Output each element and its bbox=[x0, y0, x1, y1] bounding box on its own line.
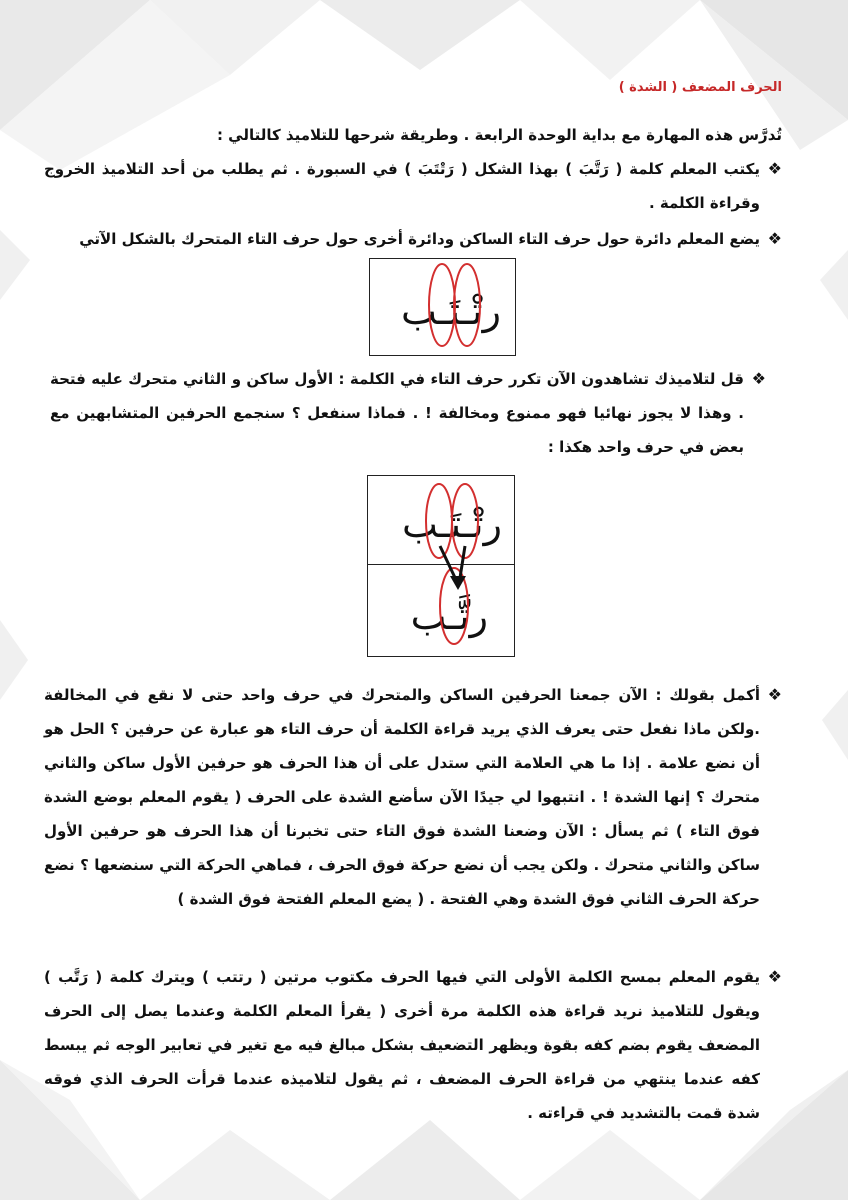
figure-word-circles bbox=[369, 258, 516, 356]
bullet-text-1: يكتب المعلم كلمة ( رَتَّبَ ) بهذا الشكل ( رَتْتَبَ ) في السبورة . ثم يطلب من أحد التلاميذ الخروج وقراءة الكلمة . bbox=[44, 160, 760, 212]
circle-mutaharrik-taa bbox=[429, 264, 455, 346]
merge-overlay bbox=[368, 476, 514, 656]
bullet-text-5: يقوم المعلم بمسح الكلمة الأولى التي فيها الحرف مكتوب مرتين ( رتتب ) ويترك كلمة ( رَتَّب ) ويقول للتلاميذ نريد قراءة هذه الكلمة مرة أخرى ( يقرأ المعلم الكلمة وعندما يصل إلى الحرف المضعف يقوم بضم كفه بقوة ويظهر التضعيف بشكل مبالغ فيه مع تغير في تعابير الوجه ثم يبسط كفه عندما ينتهي من قراءة الحرف المضعف ، ثم يقول لتلاميذه عندما قرأت الحرف الذي فوقه شدة قمت بالتشديد في قراءته . bbox=[44, 968, 760, 1122]
bullet-item-5 bbox=[44, 960, 782, 1130]
figure-merge-letters bbox=[367, 475, 515, 657]
bullet-item-1 bbox=[44, 152, 782, 220]
bullet-item-2 bbox=[44, 222, 782, 256]
bullet-text-2: يضع المعلم دائرة حول حرف التاء الساكن ودائرة أخرى حول حرف التاء المتحرك بالشكل الآتي bbox=[79, 230, 760, 248]
bullet-text-4: أكمل بقولك : الآن جمعنا الحرفين الساكن والمتحرك في حرف واحد حتى لا نقع في المخالفة .ولكن ماذا نفعل حتى يعرف الذي يريد قراءة الكلمة أن حرف التاء هو عبارة عن حرفين ؟ الحل هو أن نضع علامة . إذا ما هي العلامة التي ستدل على أن هذا الحرف هو حرفين الأول ساكن والثاني متحرك ؟ إنها الشدة ! . انتبهوا لي جيدًا الآن سأضع الشدة على الحرف ( يقوم المعلم بوضع الشدة فوق التاء ) ثم يسأل : الآن وضعنا الشدة فوق التاء حتى تخبرنا أن هذا الحرف هو حرفين الأول ساكن والثاني متحرك . ولكن يجب أن نضع حركة فوق الحرف ، فماهي الحركة التي سنضعها ؟ نضع حركة الحرف الثاني فوق الشدة وهي الفتحة . ( يضع المعلم الفتحة فوق الشدة ) bbox=[44, 686, 760, 908]
circles-overlay bbox=[370, 259, 515, 355]
diamond-bullet-icon: ❖ bbox=[767, 159, 782, 178]
figure-word: رتْـتَـب bbox=[401, 289, 501, 333]
section-title: الحرف المضعف ( الشدة ) bbox=[618, 80, 782, 95]
arrow-head-icon bbox=[450, 576, 466, 590]
diamond-bullet-icon: ❖ bbox=[751, 369, 766, 388]
diamond-bullet-icon: ❖ bbox=[767, 967, 782, 986]
bullet-text-3: قل لتلاميذك تشاهدون الآن تكرر حرف التاء في الكلمة : الأول ساكن و الثاني متحرك عليه فتحة . وهذا لا يجوز نهائيا فهو ممنوع ومخالفة ! . فماذا سنفعل ؟ سنجمع الحرفين المتشابهين مع بعض في حرف واحد هكذا : bbox=[50, 370, 744, 456]
intro-paragraph: تُدرَّس هذه المهارة مع بداية الوحدة الرابعة . وطريقة شرحها للتلاميذ كالتالي : bbox=[216, 126, 782, 144]
diamond-bullet-icon: ❖ bbox=[767, 685, 782, 704]
bullet-item-3 bbox=[50, 362, 766, 464]
figure-word-top: رتْـتَـب bbox=[402, 502, 502, 546]
figure-word-bottom: رتَّـب bbox=[410, 594, 488, 638]
diamond-bullet-icon: ❖ bbox=[767, 229, 782, 248]
bullet-item-4 bbox=[44, 678, 782, 916]
circle-sakin-taa bbox=[454, 264, 480, 346]
